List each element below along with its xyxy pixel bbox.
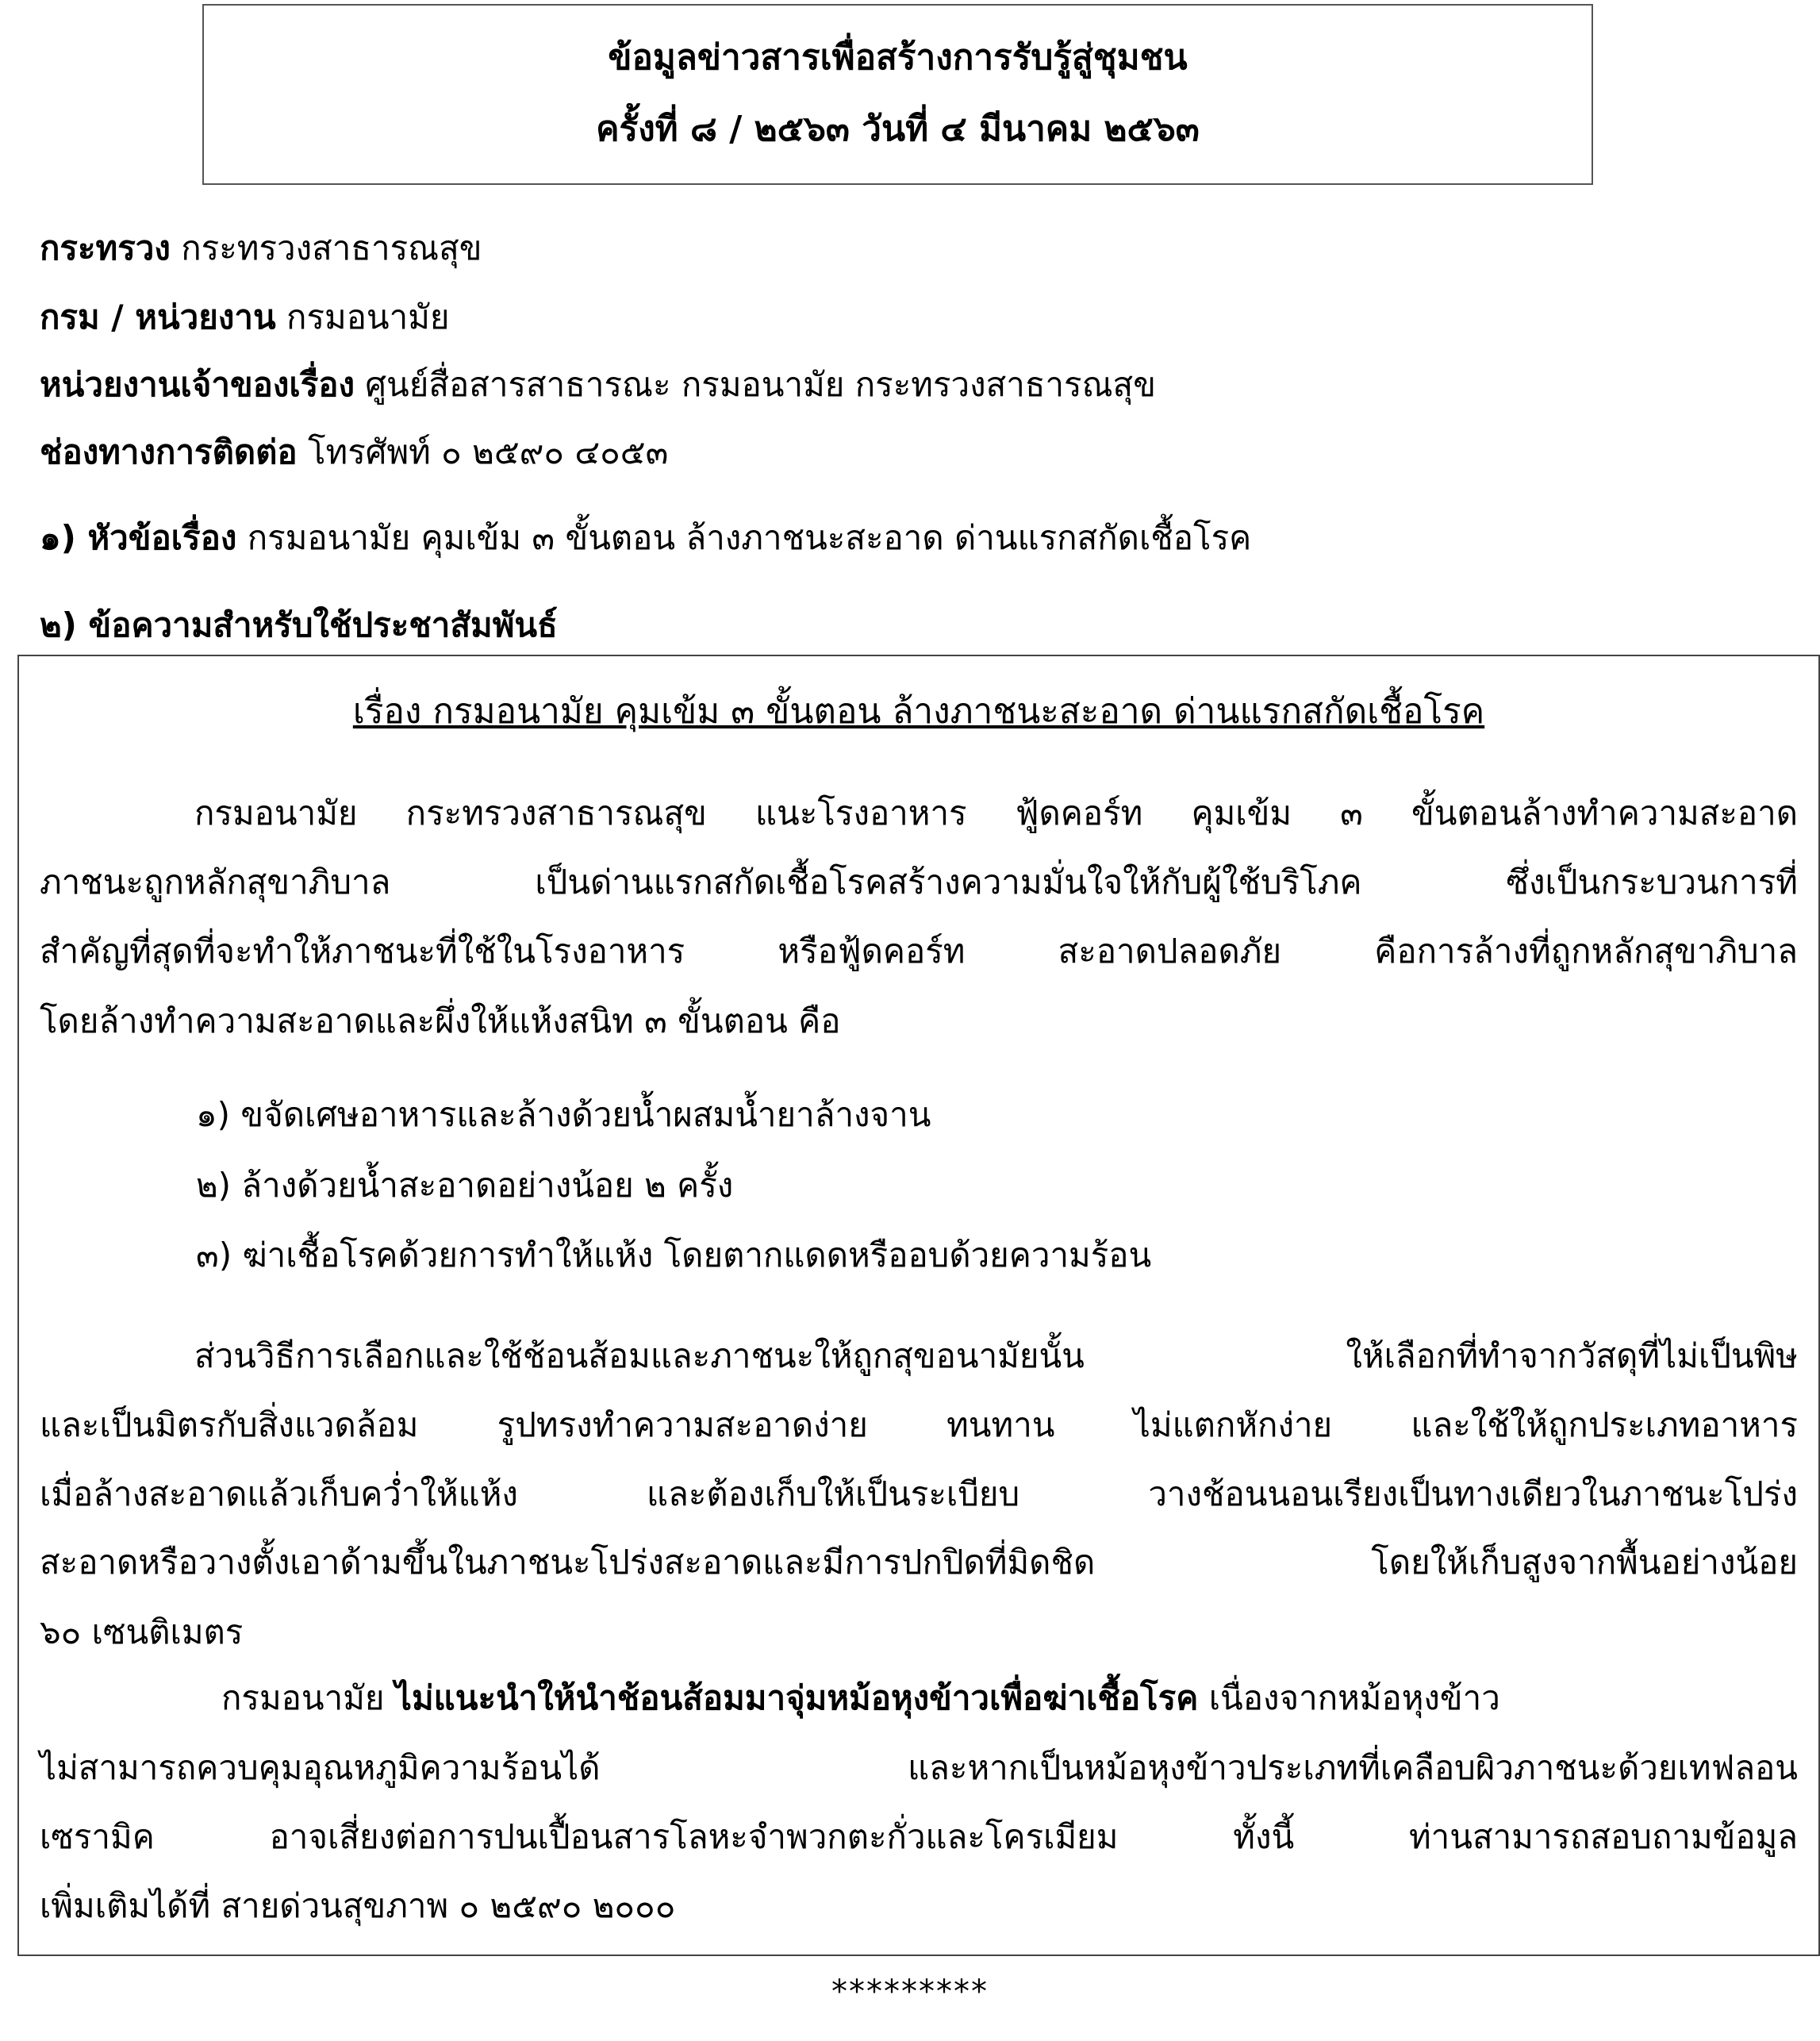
meta-department	[40, 294, 450, 341]
press-release-box	[17, 655, 1820, 1956]
document-header-box	[202, 4, 1593, 185]
meta-pr-heading	[40, 602, 558, 649]
paragraph-1-line: กรมอนามัย กระทรวงสาธารณสุข แนะโรงอาหาร ฟู้ดคอร์ท คุมเข้ม ๓ ขั้นตอนล้างทำความสะอาด	[194, 794, 1798, 832]
end-of-document-mark: *********	[831, 1974, 989, 2010]
paragraph-1-line: สำคัญที่สุดที่จะทำให้ภาชนะที่ใช้ในโรงอาหาร หรือฟู้ดคอร์ท สะอาดปลอดภัย คือการล้างที่ถูกหลักสุขาภิบาล	[40, 932, 1798, 971]
meta-owner	[40, 361, 1156, 409]
meta-topic-label: ๑) หัวข้อเรื่อง	[40, 518, 237, 557]
paragraph-3-start: กรมอนามัย	[221, 1678, 385, 1717]
paragraph-3-end: เนื่องจากหม้อหุงข้าว	[1208, 1678, 1500, 1717]
meta-ministry	[40, 225, 482, 272]
meta-department-value: กรมอนามัย	[286, 298, 450, 336]
header-issue-date: ครั้งที่ ๘ / ๒๕๖๓ วันที่ ๔ มีนาคม ๒๕๖๓	[596, 109, 1200, 149]
step-item: ๓) ฆ่าเชื้อโรคด้วยการทำให้แห้ง โดยตากแดดหรืออบด้วยความร้อน	[196, 1236, 1152, 1274]
paragraph-2-line: ส่วนวิธีการเลือกและใช้ช้อนส้อมและภาชนะให้ถูกสุขอนามัยนั้น ให้เลือกที่ทำจากวัสดุที่ไม่เป็นพิษ	[194, 1336, 1798, 1375]
step-item: ๑) ขจัดเศษอาหารและล้างด้วยน้ำผสมน้ำยาล้างจาน	[196, 1095, 931, 1134]
meta-topic	[40, 514, 1251, 562]
story-title: เรื่อง กรมอนามัย คุมเข้ม ๓ ขั้นตอน ล้างภาชนะสะอาด ด่านแรกสกัดเชื้อโรค	[352, 691, 1485, 732]
paragraph-3-line: เซรามิค อาจเสี่ยงต่อการปนเปื้อนสารโลหะจำพวกตะกั่วและโครเมียม ทั้งนี้ ท่านสามารถสอบถามข้อมูล	[40, 1817, 1798, 1856]
paragraph-2-line: เมื่อล้างสะอาดแล้วเก็บคว่ำให้แห้ง และต้องเก็บให้เป็นระเบียบ วางช้อนนอนเรียงเป็นทางเดียวในภาชนะโปร่ง	[40, 1474, 1798, 1513]
paragraph-3-emphasis: ไม่แนะนำให้นำช้อนส้อมมาจุ่มหม้อหุงข้าวเพื่อฆ่าเชื้อโรค	[394, 1678, 1199, 1717]
paragraph-1-line: ภาชนะถูกหลักสุขาภิบาล เป็นด่านแรกสกัดเชื้อโรคสร้างความมั่นใจให้กับผู้ใช้บริโภค ซึ่งเป็นกระบวนการที่	[40, 863, 1798, 901]
paragraph-2-line: สะอาดหรือวางตั้งเอาด้ามขึ้นในภาชนะโปร่งสะอาดและมีการปกปิดที่มิดชิด โดยให้เก็บสูงจากพื้นอย่างน้อย	[40, 1543, 1798, 1582]
paragraph-3-first-line	[221, 1674, 1798, 1722]
paragraph-1-line: โดยล้างทำความสะอาดและผึ่งให้แห้งสนิท ๓ ขั้นตอน คือ	[40, 1001, 841, 1040]
meta-owner-value: ศูนย์สื่อสารสาธารณะ กรมอนามัย กระทรวงสาธารณสุข	[365, 365, 1156, 404]
meta-owner-label: หน่วยงานเจ้าของเรื่อง	[40, 365, 355, 404]
meta-department-label: กรม / หน่วยงาน	[40, 298, 276, 336]
paragraph-3-line: ไม่สามารถควบคุมอุณหภูมิความร้อนได้ และหากเป็นหม้อหุงข้าวประเภทที่เคลือบผิวภาชนะด้วยเทฟลอน	[40, 1748, 1798, 1787]
paragraph-2-line: และเป็นมิตรกับสิ่งแวดล้อม รูปทรงทำความสะอาดง่าย ทนทาน ไม่แตกหักง่าย และใช้ให้ถูกประเภทอาหาร	[40, 1405, 1798, 1444]
header-title: ข้อมูลข่าวสารเพื่อสร้างการรับรู้สู่ชุมชน	[608, 37, 1188, 78]
meta-contact-label: ช่องทางการติดต่อ	[40, 432, 298, 471]
meta-contact	[40, 429, 668, 476]
paragraph-3-line: เพิ่มเติมได้ที่ สายด่วนสุขภาพ ๐ ๒๕๙๐ ๒๐๐๐	[40, 1886, 676, 1925]
meta-contact-value: โทรศัพท์ ๐ ๒๕๙๐ ๔๐๕๓	[308, 432, 669, 471]
meta-pr-label: ๒) ข้อความสำหรับใช้ประชาสัมพันธ์	[40, 605, 558, 644]
meta-topic-value: กรมอนามัย คุมเข้ม ๓ ขั้นตอน ล้างภาชนะสะอาด ด่านแรกสกัดเชื้อโรค	[247, 518, 1252, 557]
paragraph-2-line: ๖๐ เซนติเมตร	[40, 1612, 244, 1651]
step-item: ๒) ล้างด้วยน้ำสะอาดอย่างน้อย ๒ ครั้ง	[196, 1166, 734, 1205]
meta-ministry-label: กระทรวง	[40, 229, 171, 267]
meta-ministry-value: กระทรวงสาธารณสุข	[181, 229, 482, 267]
